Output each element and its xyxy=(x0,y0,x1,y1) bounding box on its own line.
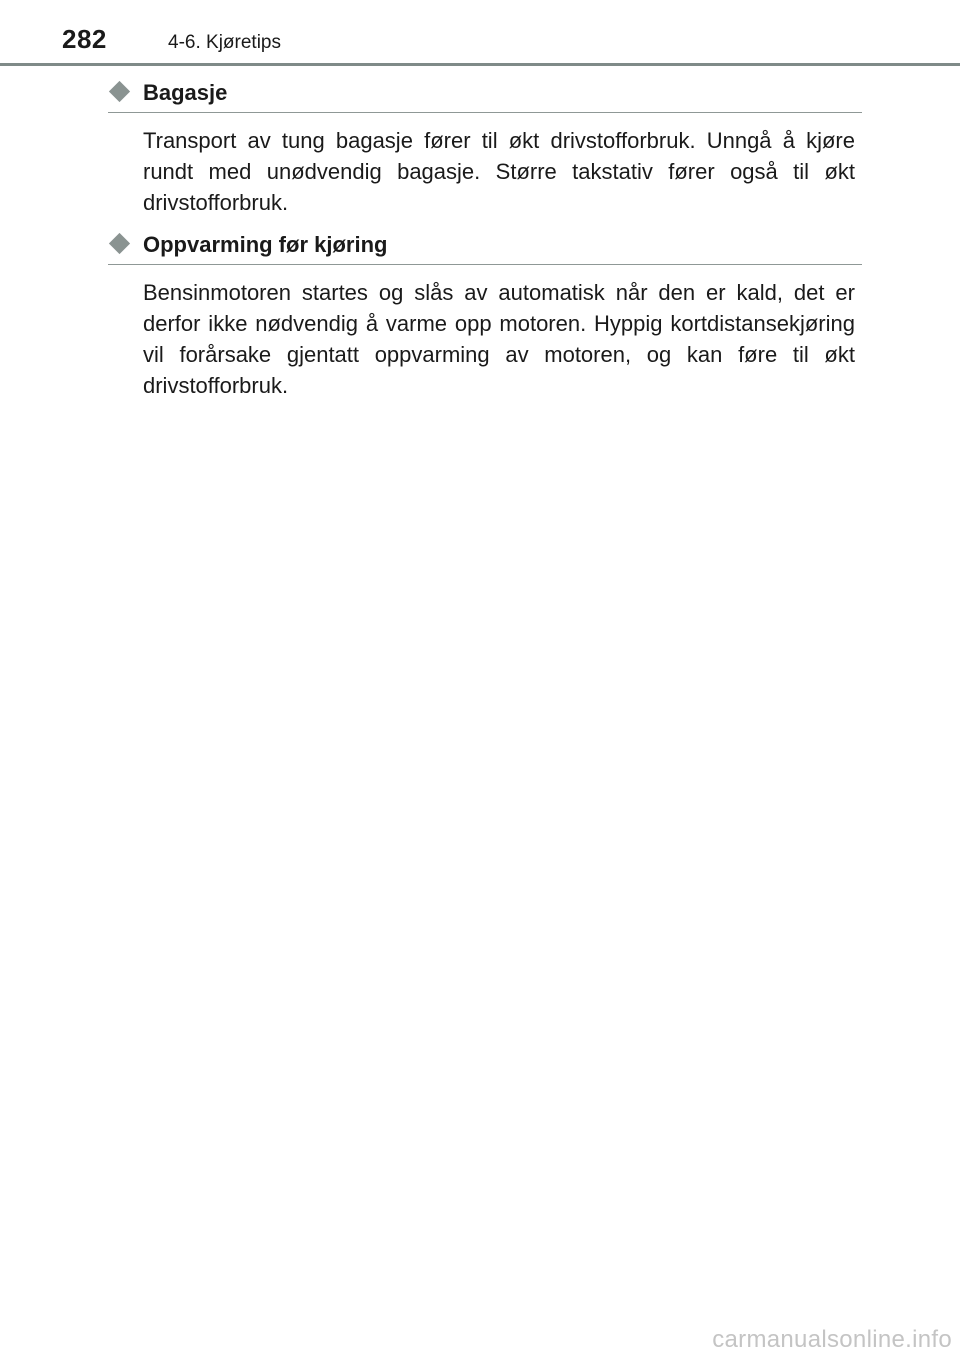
section-heading xyxy=(108,72,862,113)
section-title: Oppvarming før kjøring xyxy=(143,232,388,257)
section-bagasje xyxy=(108,72,862,218)
section-paragraph: Bensinmotoren startes og slås av automatisk når den er kald, det er derfor ikke nødvendig å varme opp motoren. Hyppig kortdistansekjøring vil forårsake gjentatt oppvarming av motoren, og kan føre til økt drivstofforbruk. xyxy=(143,280,855,398)
section-oppvarming xyxy=(108,224,862,401)
section-title: Bagasje xyxy=(143,80,228,105)
page-number: 282 xyxy=(62,24,107,54)
section-reference: 4-6. Kjøretips xyxy=(168,32,281,53)
diamond-icon xyxy=(109,81,130,102)
section-paragraph: Transport av tung bagasje fører til økt drivstofforbruk. Unngå å kjøre rundt med unødvendig bagasje. Større takstativ fører også til økt drivstofforbruk. xyxy=(143,128,855,215)
page-header xyxy=(0,0,960,66)
header-divider xyxy=(0,63,960,66)
section-heading xyxy=(108,224,862,265)
watermark: carmanualsonline.info xyxy=(712,1326,952,1353)
diamond-icon xyxy=(109,233,130,254)
